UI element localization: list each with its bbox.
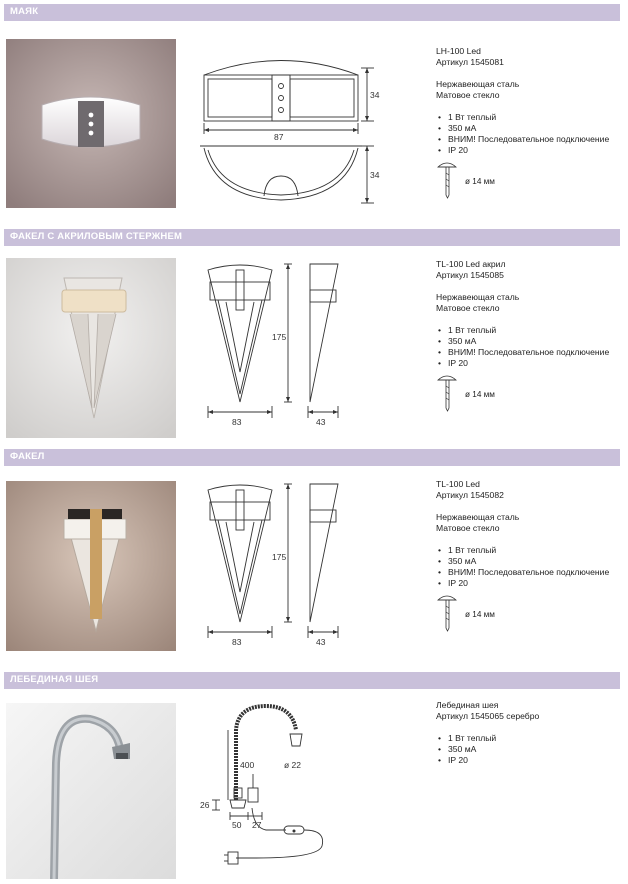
section-title: МАЯК [10, 6, 39, 17]
spec-item: • ВНИМ! Последовательное подключение [436, 134, 609, 145]
spec-item: • 1 Вт теплый [436, 112, 609, 123]
section-title: ЛЕБЕДИНАЯ ШЕЯ [10, 674, 99, 685]
dim-width: 87 [274, 132, 284, 142]
spec-item: • ВНИМ! Последовательное подключение [436, 567, 609, 578]
material: Матовое стекло [436, 90, 500, 100]
product-photo-mayak [6, 39, 176, 208]
led-pin-diagram [436, 592, 609, 634]
model-name: LH-100 Led [436, 46, 481, 56]
dim-height-bottom: 34 [370, 170, 380, 180]
article-number: Артикул 1545082 [436, 490, 504, 500]
led-pin-diagram [436, 372, 609, 414]
dim-height: 175 [272, 552, 287, 562]
section-header-fakel-acryl [4, 229, 620, 246]
spec-item: • 350 мА [436, 336, 609, 347]
dim-depth: 43 [316, 637, 326, 647]
product-info-fakel-acryl [436, 259, 609, 414]
spec-item: • IP 20 [436, 145, 609, 156]
dim-base-height: 26 [200, 800, 210, 810]
spec-item: • 1 Вт теплый [436, 733, 539, 744]
dim-width: 83 [232, 637, 242, 647]
pin-diameter: ø 14 мм [465, 610, 495, 619]
technical-drawing-mayak [196, 48, 396, 218]
dim-base-width: 50 [232, 820, 242, 830]
model-name: TL-100 Led акрил [436, 259, 506, 269]
spec-item: • IP 20 [436, 358, 609, 369]
dim-length: 400 [240, 760, 255, 770]
section-title: ФАКЕЛ С АКРИЛОВЫМ СТЕРЖНЕМ [10, 231, 183, 242]
section-header-fakel [4, 449, 620, 466]
technical-drawing-swan-neck [196, 700, 336, 879]
product-info-swan-neck [436, 700, 539, 766]
material: Нержавеющая сталь [436, 512, 520, 522]
spec-list [436, 545, 609, 589]
pin-diameter: ø 14 мм [465, 177, 495, 186]
spec-list [436, 325, 609, 369]
section-title: ФАКЕЛ [10, 451, 45, 462]
model-name: TL-100 Led [436, 479, 480, 489]
material: Нержавеющая сталь [436, 79, 520, 89]
spec-item: • 1 Вт теплый [436, 325, 609, 336]
spec-item: • 1 Вт теплый [436, 545, 609, 556]
material: Матовое стекло [436, 523, 500, 533]
dim-diameter: ø 22 [284, 760, 302, 770]
pin-diameter: ø 14 мм [465, 390, 495, 399]
spec-item: • IP 20 [436, 755, 539, 766]
spec-list [436, 112, 609, 156]
spec-list [436, 733, 539, 766]
product-info-mayak [436, 46, 609, 201]
material: Нержавеющая сталь [436, 292, 520, 302]
product-photo-fakel [6, 481, 176, 651]
dim-base-depth: 27 [252, 820, 262, 830]
spec-item: • IP 20 [436, 578, 609, 589]
article-number: Артикул 1545081 [436, 57, 504, 67]
spec-item: • ВНИМ! Последовательное подключение [436, 347, 609, 358]
technical-drawing-fakel-acryl [200, 262, 370, 434]
product-photo-swan-neck [6, 703, 176, 879]
article-number: Артикул 1545065 серебро [436, 711, 540, 721]
article-number: Артикул 1545085 [436, 270, 504, 280]
dim-width: 83 [232, 417, 242, 427]
product-photo-fakel-acryl [6, 258, 176, 438]
spec-item: • 350 мА [436, 744, 539, 755]
section-header-mayak [4, 4, 620, 21]
spec-item: • 350 мА [436, 556, 609, 567]
dim-depth: 43 [316, 417, 326, 427]
product-info-fakel [436, 479, 609, 634]
led-pin-diagram [436, 159, 609, 201]
dim-height-top: 34 [370, 90, 380, 100]
dim-height: 175 [272, 332, 287, 342]
section-header-swan-neck [4, 672, 620, 689]
material: Матовое стекло [436, 303, 500, 313]
model-name: Лебединая шея [436, 700, 499, 710]
technical-drawing-fakel [200, 482, 370, 654]
spec-item: • 350 мА [436, 123, 609, 134]
